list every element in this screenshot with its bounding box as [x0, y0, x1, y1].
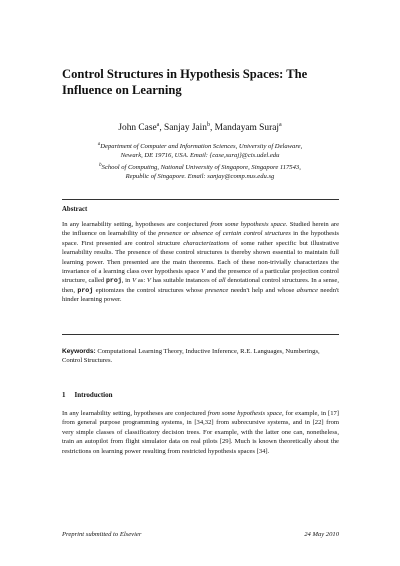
keywords-text: Computational Learning Theory, Inductive Inference, R.E. Languages, Numberings, Control Structures.	[62, 348, 320, 365]
footer-preprint-note: Preprint submitted to Elsevier	[62, 531, 142, 538]
abstract-top-rule	[62, 199, 339, 200]
keywords-label: Keywords:	[62, 348, 96, 355]
section-title: Introduction	[74, 391, 113, 399]
author-line: John Case$^a$, Sanjay Jain$^b$, Mandayam Suraj$^a$	[118, 122, 282, 134]
affiliation-line: Newark, DE 19716, USA. Email: {case,suraj}@cis.udel.edu	[120, 151, 280, 159]
affiliation-a	[75, 141, 325, 160]
affiliation-mark: a	[278, 122, 282, 128]
proj-term: proj	[77, 286, 94, 294]
introduction-paragraph: In any learnability setting, hypotheses are conjectured from some hypothesis space, for example, in [17] from general purpose programming systems, in [34,32] from subrecursive systems, and in [22] from very simple classes of classificatory decision trees. For example, with the latter one can, nonetheless, train an autopilot from flight simulator data on real pilots [29]. Much is known theoretically about the restrictions on learning power resulting from restricted hypothesis spaces [34].	[62, 410, 339, 455]
proj-term: proj	[105, 277, 122, 285]
section-number: 1	[62, 391, 66, 399]
author-name: Sanjay Jain	[164, 123, 207, 134]
affiliation-line: Department of Computer and Information Sciences, University of Delaware,	[100, 143, 303, 151]
affiliation-mark: b	[206, 122, 210, 128]
affiliation-b	[75, 162, 325, 181]
abstract-paragraph: In any learnability setting, hypotheses are conjectured from some hypothesis space. Studied herein are the influence on learnability of the presence or absence of certain control structures in the hypothesis space. First presented are control structure characterizations of some rather specific but illustrative learnability results. The presence of these control structures is thereby shown essential to maintain full learning power. Then presented are the main theorems. Each of these non-trivially characterizes the invariance of a learning class over hypothesis space V and the presence of a particular projection control structure, called proj, in V as: V has suitable instances of all denotational control structures. In a sense, then, proj epitomizes the control structures whose presence needn't help and whose absence needn't hinder learning power.	[62, 221, 340, 304]
abstract-body	[62, 220, 339, 305]
affiliation-mark: b	[99, 163, 102, 168]
author-name: Mandayam Suraj	[214, 123, 279, 134]
section-heading	[62, 391, 122, 399]
footer-date: 24 May 2010	[304, 531, 339, 538]
abstract-heading: Abstract	[62, 206, 88, 213]
affiliation-mark: a	[156, 122, 160, 128]
abstract-bottom-rule	[62, 334, 339, 335]
paper-title: Control Structures in Hypothesis Spaces: The Influence on Learning	[62, 67, 308, 97]
affiliation-line: Republic of Singapore. Email: sanjay@comp.nus.edu.sg	[125, 172, 275, 180]
affiliation-mark: a	[97, 142, 101, 147]
affiliation-line: School of Computing, National University of Singapore, Singapore 117543,	[101, 164, 301, 172]
author-name: John Case	[118, 123, 157, 134]
keywords	[62, 347, 339, 366]
